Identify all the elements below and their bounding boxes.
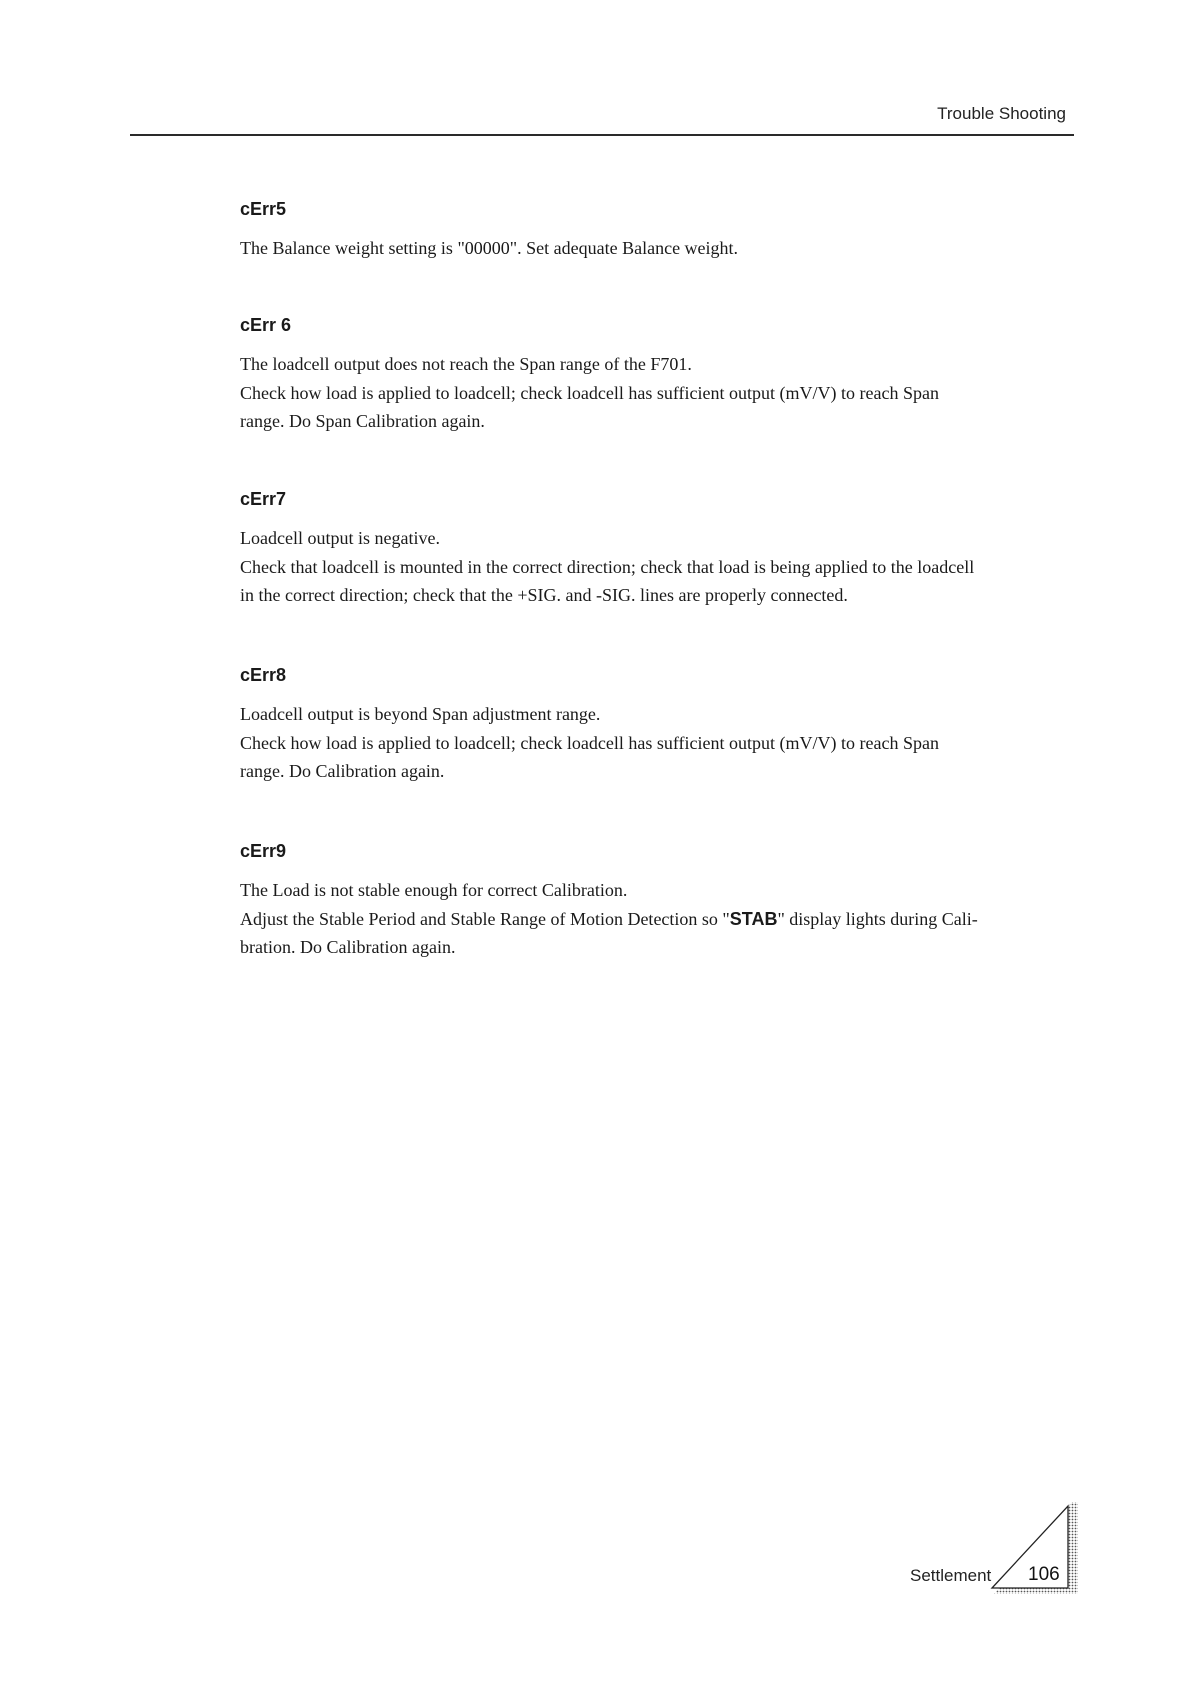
error-section-cerr8 bbox=[240, 664, 1070, 786]
remedy-text-part: Adjust the Stable Period and Stable Range of Motion Detection so " bbox=[240, 908, 730, 929]
error-remedy: range. Do Span Calibration again. bbox=[240, 411, 485, 431]
error-description: The Balance weight setting is "00000". Set adequate Balance weight. bbox=[240, 238, 739, 258]
error-code: cErr5 bbox=[240, 199, 287, 219]
page-number: 106 bbox=[1028, 1564, 1060, 1585]
error-remedy: range. Do Calibration again. bbox=[240, 761, 445, 781]
error-description: The Load is not stable enough for correct Calibration. bbox=[240, 880, 628, 900]
error-section-cerr6 bbox=[240, 314, 1070, 436]
error-section-cerr9 bbox=[240, 840, 1070, 962]
error-remedy bbox=[240, 905, 1070, 934]
error-remedy: Check how load is applied to loadcell; check loadcell has sufficient output (mV/V) to reach Span bbox=[240, 382, 939, 403]
error-remedy: bration. Do Calibration again. bbox=[240, 937, 456, 957]
footer-section-label: Settlement bbox=[910, 1566, 992, 1585]
error-code: cErr 6 bbox=[240, 315, 292, 335]
error-section-cerr5 bbox=[240, 198, 1070, 263]
stab-indicator-label: STAB bbox=[729, 908, 778, 929]
error-code: cErr9 bbox=[240, 841, 287, 861]
error-remedy: Check how load is applied to loadcell; check loadcell has sufficient output (mV/V) to reach Span bbox=[240, 732, 939, 753]
error-description: The loadcell output does not reach the Span range of the F701. bbox=[240, 354, 692, 374]
error-code: cErr7 bbox=[240, 489, 287, 509]
error-remedy: in the correct direction; check that the +SIG. and -SIG. lines are properly connected. bbox=[240, 585, 848, 605]
header-rule bbox=[130, 134, 1074, 136]
error-section-cerr7 bbox=[240, 488, 1070, 610]
error-remedy: Check that loadcell is mounted in the correct direction; check that load is being applied to the loadcell bbox=[240, 556, 975, 577]
remedy-text-part: " display lights during Cali- bbox=[777, 908, 978, 929]
running-header-title: Trouble Shooting bbox=[937, 104, 1066, 123]
error-code: cErr8 bbox=[240, 665, 287, 685]
error-description: Loadcell output is negative. bbox=[240, 528, 440, 548]
error-description: Loadcell output is beyond Span adjustment range. bbox=[240, 704, 601, 724]
